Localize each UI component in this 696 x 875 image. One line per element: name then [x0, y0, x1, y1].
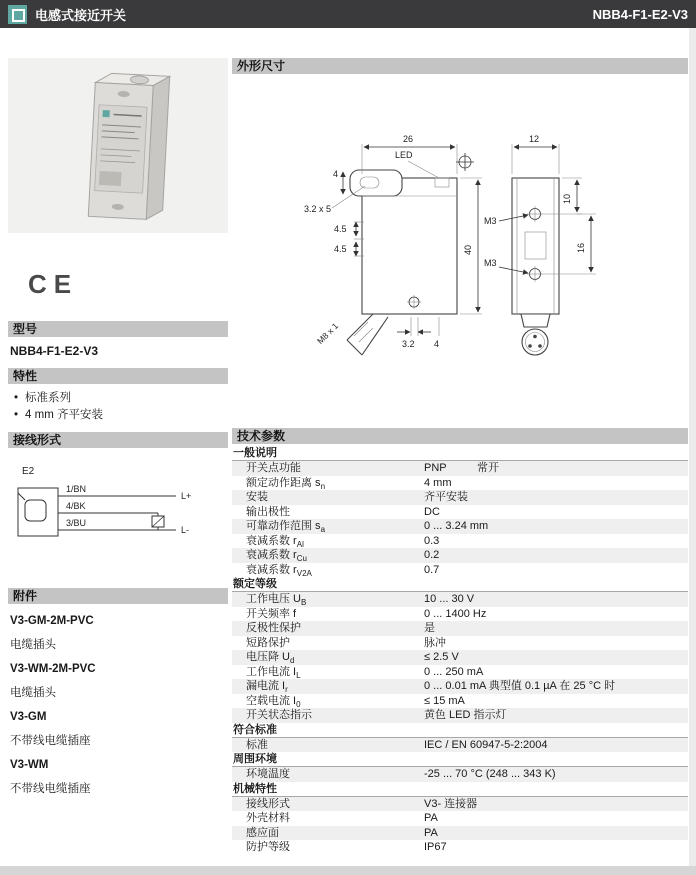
accessory-name: V3-GM — [10, 711, 47, 723]
tech-row — [232, 490, 688, 505]
tech-row-label-subscript: n — [320, 481, 326, 490]
tech-row — [232, 708, 688, 723]
tech-row-label: 空载电流 $I_0$ — [246, 694, 301, 708]
accessory-name: V3-GM-2M-PVC — [10, 615, 94, 627]
tech-row — [232, 621, 688, 636]
accessory-desc: 不带线电缆插座 — [10, 783, 91, 795]
tech-row — [232, 476, 688, 491]
connector-end-view — [521, 314, 550, 355]
section-header-features: 特性 — [8, 368, 228, 384]
section-header-dimensions: 外形尺寸 — [232, 58, 688, 74]
pin-label: 4/BK — [66, 501, 86, 511]
tech-row — [232, 534, 688, 549]
tech-row-value: IEC / EN 60947-5-2:2004 — [424, 738, 548, 751]
tech-row-label-subscript: 0 — [296, 699, 301, 708]
tech-row-label: 开关状态指示 — [246, 709, 312, 721]
dimension-drawing — [232, 74, 688, 420]
tech-row — [232, 797, 688, 812]
feature-text: • 标准系列 — [25, 392, 72, 404]
side-view-outline — [512, 178, 559, 314]
page-title: 电感式接近开关 — [35, 7, 127, 23]
tech-row-value: V3- 连接器 — [424, 797, 478, 810]
tech-row-label: 短路保护 — [246, 636, 290, 649]
tech-row-value: IP67 — [424, 841, 447, 853]
tech-row-value: PNP 常开 — [424, 462, 499, 474]
tech-row-value: 0.7 — [424, 563, 440, 576]
tech-row-value: 齐平安装 — [424, 491, 468, 503]
wiring-variant-label: E2 — [22, 466, 35, 477]
dim-label-4: 4 — [333, 169, 339, 179]
tech-row-label: 工作电流 $I_L$ — [246, 665, 301, 679]
ce-mark: CE — [28, 269, 79, 299]
left-column — [8, 58, 228, 855]
section-header-tech: 技术参数 — [232, 428, 688, 444]
accessory-name: V3-WM — [10, 759, 49, 771]
tech-row — [232, 592, 688, 607]
tech-row-label: 电压降 $U_d$ — [246, 651, 295, 665]
dim-label-26: 26 — [403, 134, 414, 144]
accessory-name: V3-WM-2M-PVC — [10, 663, 96, 675]
model-number: NBB4-F1-E2-V3 — [10, 344, 99, 358]
tech-row-value: 0 ... 3.24 mm — [424, 520, 489, 532]
tech-row-label-subscript: B — [301, 598, 307, 607]
accessory-desc: 电缆插头 — [10, 687, 56, 699]
tech-row-label: 衰减系数 $r_{Cu}$ — [246, 549, 307, 563]
dim-label-16: 16 — [576, 242, 586, 253]
header-bar — [0, 0, 696, 28]
dim-label-32: 3.2 — [402, 339, 415, 349]
feature-item — [12, 407, 228, 424]
polarity-label: L- — [181, 525, 190, 535]
tech-row-label-subscript: Cu — [296, 554, 307, 563]
led-label: LED — [395, 150, 413, 160]
tech-row-label-subscript: L — [296, 670, 301, 679]
tech-row-label: 标准 — [246, 738, 268, 751]
tech-row-label: 衰减系数 $r_{Al}$ — [246, 534, 304, 548]
tech-row-value: ≤ 15 mA — [424, 694, 465, 707]
dim-label-45a: 4.5 — [334, 224, 347, 234]
tech-row-label: 环境温度 — [246, 768, 290, 780]
features-list — [8, 390, 228, 424]
tech-row — [232, 607, 688, 622]
accessory-desc: 不带线电缆插座 — [10, 735, 91, 747]
tech-row-value: 0.2 — [424, 549, 440, 561]
dim-label-45b: 4.5 — [334, 244, 347, 254]
product-photo — [8, 58, 228, 233]
tech-row — [232, 636, 688, 651]
tech-row-value: 0 ... 0.01 mA 典型值 0.1 µA 在 25 °C 时 — [424, 680, 616, 692]
dim-label-40: 40 — [463, 244, 473, 255]
tech-row — [232, 548, 688, 563]
feature-text: • 4 mm 齐平安装 — [25, 409, 103, 421]
polarity-label: L+ — [181, 491, 192, 501]
tech-row-value: -25 ... 70 °C (248 ... 343 K) — [424, 768, 556, 780]
tech-row-label-subscript: Al — [296, 539, 304, 548]
tech-row-label-subscript: d — [290, 656, 295, 665]
dim-label-m3b: M3 — [484, 258, 497, 268]
tech-row — [232, 519, 688, 534]
tech-row — [232, 461, 688, 476]
tech-section-title: 符合标准 — [232, 723, 688, 738]
pin-label: 1/BN — [66, 484, 87, 494]
front-view-outline — [362, 178, 457, 314]
tech-row-value: 0 ... 1400 Hz — [424, 607, 487, 620]
projection-symbol — [456, 153, 474, 171]
tech-row-label: 开关点功能 — [246, 462, 301, 474]
wiring-diagram — [8, 456, 228, 574]
tech-row — [232, 738, 688, 753]
tech-row — [232, 767, 688, 782]
product-photo-illustration — [8, 58, 228, 233]
tech-row-label-subscript: r — [285, 685, 288, 694]
tech-row-label: 衰减系数 $r_{V2A}$ — [246, 563, 312, 577]
dim-label-12: 12 — [529, 134, 540, 144]
tech-row-value: PA — [424, 812, 438, 824]
part-number-header: NBB4-F1-E2-V3 — [592, 6, 688, 22]
brand-icon — [8, 5, 27, 24]
tech-row-label: 可靠动作范围 $s_a$ — [246, 520, 326, 534]
tech-row-value: PA — [424, 826, 438, 839]
feature-item — [12, 390, 228, 407]
tech-row-value: 0.3 — [424, 534, 440, 547]
tech-section-title: 周围环境 — [232, 752, 688, 767]
tech-row-value: DC — [424, 505, 440, 518]
tech-row — [232, 811, 688, 826]
tech-section-title: 一般说明 — [232, 446, 688, 461]
page-edge-right — [689, 28, 696, 875]
tech-row — [232, 505, 688, 520]
tech-row-value: ≤ 2.5 V — [424, 651, 459, 663]
tech-row-label: 开关频率 f — [246, 607, 297, 620]
tech-row — [232, 694, 688, 709]
dim-label-10: 10 — [562, 193, 572, 204]
tech-row-label: 反极性保护 — [246, 622, 301, 634]
tech-row-label: 额定动作距离 $s_n$ — [246, 476, 326, 490]
tech-row-value: 10 ... 30 V — [424, 593, 475, 605]
tech-row — [232, 650, 688, 665]
tech-row-label: 接线形式 — [246, 797, 290, 810]
dim-label-m8: M8 x 1 — [315, 320, 341, 346]
pin-label: 3/BU — [66, 518, 87, 528]
tech-row — [232, 563, 688, 578]
tech-table — [232, 446, 688, 855]
tech-row-label: 漏电流 $I_r$ — [246, 680, 288, 694]
tech-row — [232, 665, 688, 680]
section-header-model: 型号 — [8, 321, 228, 337]
tech-row-label: 感应面 — [246, 826, 279, 839]
section-header-accessories: 附件 — [8, 588, 228, 604]
tech-row-value: 黄色 LED 指示灯 — [424, 709, 507, 721]
sensor-symbol — [18, 488, 58, 536]
tech-section-title: 机械特性 — [232, 782, 688, 797]
page-edge-bottom — [0, 866, 696, 875]
tech-row — [232, 679, 688, 694]
right-column — [232, 58, 688, 855]
tech-section-title: 额定等级 — [232, 577, 688, 592]
tech-row-value: 是 — [424, 622, 435, 634]
dim-label-slot: 3.2 x 5 — [304, 204, 332, 214]
tech-row-label: 安装 — [246, 491, 268, 503]
tech-row-label: 外壳材料 — [246, 812, 290, 824]
tech-row-label: 工作电压 $U_B$ — [246, 593, 307, 607]
dim-label-4b: 4 — [434, 339, 440, 349]
tech-row-label: 防护等级 — [246, 841, 290, 853]
tech-row — [232, 826, 688, 841]
dim-label-m3a: M3 — [484, 216, 497, 226]
m8-connector — [315, 314, 388, 355]
section-header-connection: 接线形式 — [8, 432, 228, 448]
tech-row-value: 0 ... 250 mA — [424, 665, 484, 678]
accessories-list — [8, 615, 228, 796]
tech-row-label-subscript: V2A — [296, 568, 312, 577]
tech-row-label-subscript: a — [320, 525, 326, 534]
tech-row — [232, 840, 688, 855]
accessory-desc: 电缆插头 — [10, 639, 56, 651]
tech-row-value: 4 mm — [424, 476, 452, 489]
tech-row-label: 输出极性 — [246, 505, 290, 518]
tech-row-value: 脉冲 — [424, 636, 446, 649]
